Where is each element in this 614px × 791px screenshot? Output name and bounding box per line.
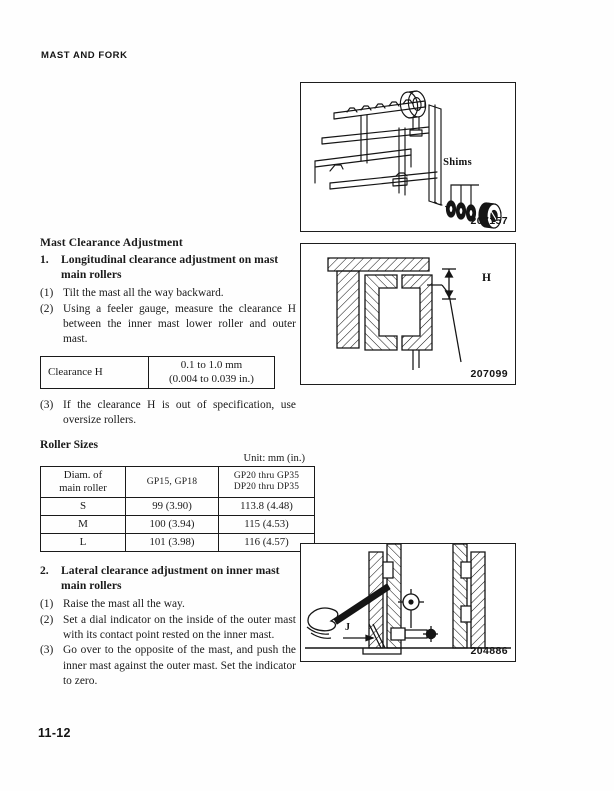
col-header-gp15-gp18: GP15, GP18 [126,466,219,497]
cell-gp15-gp18: 101 (3.98) [126,534,219,552]
figure-label-j: J [345,622,350,633]
figure-label-h: H [482,272,491,284]
clearance-label: Clearance H [41,357,149,389]
col-header-diameter-line1: Diam. of [63,468,103,481]
table-row [41,534,315,552]
running-head: MAST AND FORK [41,50,128,61]
text-column [40,236,305,689]
roller-sizes-unit-note: Unit: mm (in.) [243,452,305,464]
figure-207099 [300,243,516,385]
dial-indicator-illustration [301,544,515,661]
procedure-2-step-2 [40,613,296,643]
step-marker: (1) [40,287,54,300]
mast-cross-section-illustration [301,244,515,384]
cell-gp15-gp18: 100 (3.94) [126,515,219,533]
col-header-gp20-dp35 [219,466,315,497]
step-text: Using a feeler gauge, measure the clearance H between the inner mast lower roller and outer mast. [63,302,296,346]
procedure-1-step-3 [40,398,296,428]
figure-number-204886: 204886 [470,645,508,657]
figure-207157 [300,82,516,232]
col-header-gp20-line2: DP20 thru DP35 [233,481,300,492]
cell-gp15-gp18: 99 (3.90) [126,497,219,515]
procedure-1-step-2 [40,302,296,347]
col-header-diameter-line2: main roller [59,481,107,494]
page-number: 11-12 [38,726,71,740]
section-title: Mast Clearance Adjustment [40,236,183,249]
step-text: Go over to the opposite of the mast, and push the inner mast against the outer mast. Set the indicator to zero. [63,644,296,687]
table-row [41,357,275,389]
step-marker: (2) [40,302,54,315]
step-marker: (3) [40,644,54,657]
cell-size: S [41,497,126,515]
procedure-2-number: 2. [40,564,49,578]
table-header-row [41,466,315,497]
figure-204886 [300,543,516,662]
roller-sizes-heading: Roller Sizes [40,437,99,451]
figure-label-shims: Shims [443,157,472,168]
clearance-value-metric: 0.1 to 1.0 mm [180,359,243,372]
cell-gp20-gp35: 116 (4.57) [219,534,315,552]
procedure-1-heading [40,253,296,283]
clearance-value [149,357,275,389]
step-marker: (3) [40,399,54,412]
procedure-1-title: Longitudinal clearance adjustment on mast main rollers [61,253,279,282]
cell-size: L [41,534,126,552]
mast-carriage-illustration [301,83,515,231]
col-header-gp20-line1: GP20 thru GP35 [233,470,300,481]
procedure-2-step-3 [40,643,296,688]
cell-size: M [41,515,126,533]
col-header-diameter [41,466,126,497]
procedure-2-heading [40,564,296,594]
procedure-1-step-1 [40,286,296,301]
step-text: Raise the mast all the way. [63,598,185,611]
step-marker: (1) [40,598,54,611]
procedure-2-title: Lateral clearance adjustment on inner mast main rollers [61,564,280,593]
figure-number-207157: 207157 [470,215,508,227]
procedure-1-number: 1. [40,253,49,267]
figure-number-207099: 207099 [470,368,508,380]
cell-gp20-gp35: 115 (4.53) [219,515,315,533]
step-marker: (2) [40,613,54,626]
step-text: If the clearance H is out of specification, use oversize rollers. [63,399,296,427]
procedure-2-step-1 [40,597,296,612]
cell-gp20-gp35: 113.8 (4.48) [219,497,315,515]
clearance-value-imperial: (0.004 to 0.039 in.) [169,372,254,385]
table-row [41,497,315,515]
table-row [41,515,315,533]
clearance-spec-table [40,356,275,389]
step-text: Set a dial indicator on the inside of the outer mast with its contact point rested on the inner mast. [63,613,296,641]
step-text: Tilt the mast all the way backward. [63,287,224,300]
roller-sizes-table [40,466,315,552]
